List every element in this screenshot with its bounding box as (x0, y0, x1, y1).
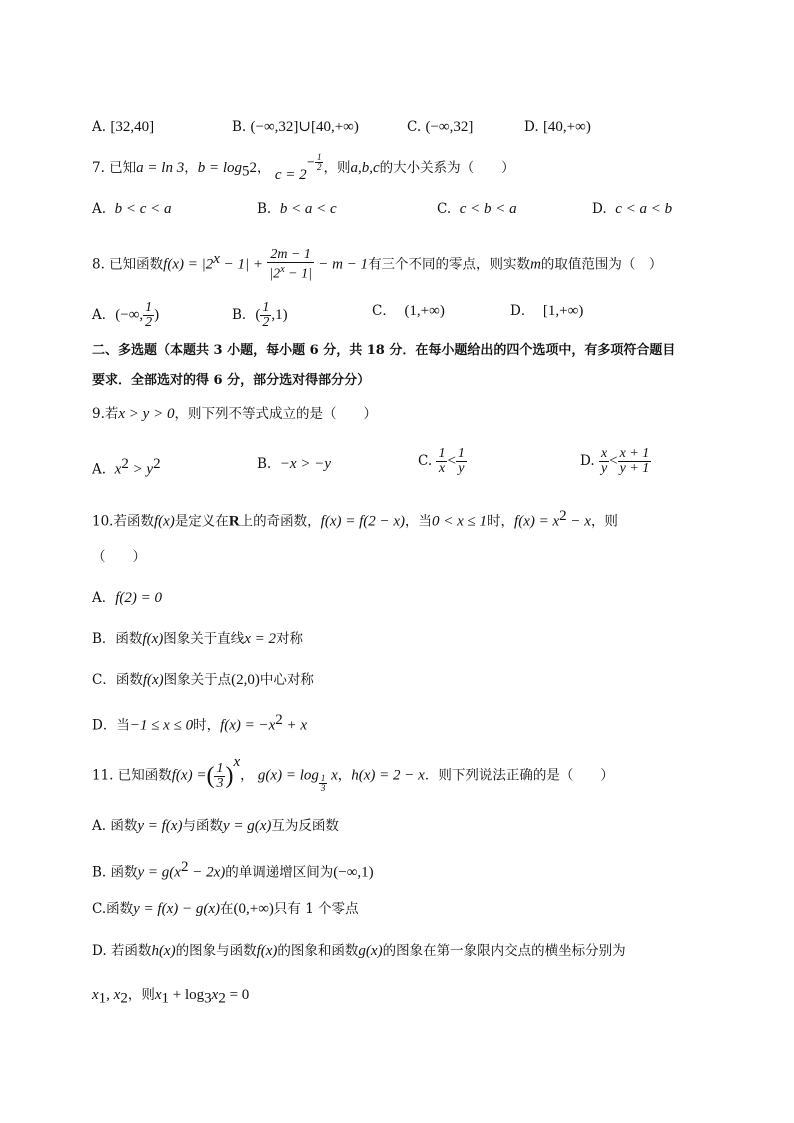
q9-option-b (257, 454, 331, 474)
q8-option-a-den: 2 (145, 315, 153, 330)
q8-option-b-post: ,1) (271, 307, 288, 323)
q7-b-end: 2 (249, 160, 258, 176)
q10-t2: 是定义在 (174, 513, 229, 530)
q11-f-den: 3 (216, 775, 224, 791)
q11-option-b-sup: 2 (180, 859, 189, 875)
q8-option-a-num: 1 (145, 300, 153, 315)
q11-f-pre: f(x) = (171, 767, 207, 784)
q10-option-d-sup: 2 (275, 712, 283, 728)
q11-g-post: x (327, 767, 338, 784)
q7-option-c-label: C. (437, 201, 452, 217)
q6-option-a-text: [32,40] (110, 119, 155, 135)
q10-option-c-f: f(x) (142, 672, 164, 688)
q10-option-b-f: f(x) (142, 631, 164, 647)
q6-option-c-label: C. (407, 119, 422, 135)
q8-option-d-text: [1,+∞) (542, 303, 584, 319)
q7-option-d-text: c < a < b (615, 201, 673, 217)
q11-stem (92, 754, 614, 793)
q10-option-a (92, 588, 162, 608)
q10-eq2b: − x (566, 513, 591, 530)
q11-option-b (92, 857, 374, 883)
q8-option-b-pre: ( (255, 307, 261, 323)
q8-frac-den-a: |2 (269, 266, 281, 282)
q7-option-b (257, 199, 337, 219)
q7-c-exp-frac (315, 153, 324, 172)
q11-d-log-sub: 3 (204, 990, 212, 1007)
q7-option-a-text: b < c < a (114, 201, 172, 217)
q10-option-a-label: A． (92, 590, 116, 606)
q11-option-c-end: 只有 1 个零点 (273, 901, 359, 917)
q8-fx: f(x) = |2 (163, 256, 214, 273)
q10-t1: 10.若函数 (92, 513, 154, 530)
q8-stem (92, 248, 662, 282)
q11-h-eq: h(x) = 2 − x (351, 767, 425, 784)
q8-var-m: m (530, 256, 541, 273)
q9-option-b-text: −x > −y (279, 456, 331, 472)
q11-tail: ．则下列说法正确的是（ ） (424, 767, 614, 784)
q7-c-exp-den: 2 (316, 162, 322, 172)
q11-option-d-f: f(x) (256, 943, 278, 959)
q11-f-frac (214, 762, 225, 791)
q8-fraction (267, 248, 314, 282)
q11-option-d (92, 941, 626, 961)
q9-option-a-t2: > y (128, 461, 154, 478)
q8-frac-den-b: − 1| (284, 266, 312, 282)
q9-option-a-label: A. (92, 461, 107, 478)
q8-tail-text2: 的取值范围为（ ） (540, 256, 663, 273)
q11-g-sub-frac (319, 774, 328, 793)
q11-d-x1b-sub: 1 (161, 990, 170, 1007)
q7-tail-post: 的大小关系为（ ） (379, 160, 515, 176)
q11-option-c-e: y = f(x) − g(x) (133, 901, 221, 917)
q7-option-c (437, 199, 517, 219)
q9-tail: ，则下列不等式成立的是（ ） (174, 406, 377, 422)
q10-option-d-mid: 时， (193, 717, 221, 734)
q7-b-expr: b = log (197, 160, 243, 176)
q10-f1: f(x) (153, 513, 175, 530)
q8-frac-den (267, 263, 314, 282)
q8-option-a-post: ) (154, 307, 160, 323)
q7-a-expr: a = ln 3 (136, 160, 185, 176)
q11-sep2: ， (337, 767, 352, 784)
q8-frac-den-sup: x (280, 264, 285, 275)
q6-option-b (232, 117, 359, 137)
q10-option-c-mid: 图象关于点 (163, 672, 232, 688)
q11-option-c-mid: 在 (220, 901, 234, 917)
q11-d-eq0: = 0 (225, 987, 250, 1003)
q10-stem-line2: （ ） (92, 549, 146, 565)
q7-tail-pre: ，则 (323, 160, 351, 176)
q8-option-a-pre: (−∞, (115, 307, 144, 323)
q10-option-b-pre: B．函数 (92, 631, 143, 647)
q9-option-c-d2: y (458, 461, 465, 476)
q11-sep1: ， (240, 767, 254, 784)
q11-option-d-g: g(x) (358, 943, 383, 959)
q7-option-d-label: D. (592, 201, 607, 217)
q9-option-d-op: < (609, 453, 618, 469)
q9-option-c (418, 447, 467, 476)
q9-number: 9.若 (92, 406, 119, 422)
q11-d-x2b: x (211, 987, 219, 1003)
q10-t3: 上的奇函数， (239, 513, 321, 530)
q8-frac-num: 2m − 1 (267, 248, 314, 263)
q11-d-x1: x (92, 987, 99, 1003)
q8-number: 8. 已知函数 (92, 256, 164, 273)
q8-option-a-frac (143, 301, 154, 330)
q10-option-d-cond: −1 ≤ x ≤ 0 (129, 717, 194, 734)
q11-option-a-e2: y = g(x) (222, 818, 272, 834)
q11-option-c (92, 899, 359, 919)
q7-option-b-text: b < a < c (279, 201, 337, 217)
q11-rparen: ) (225, 763, 234, 789)
q9-option-c-n1: 1 (438, 446, 446, 461)
q8-option-d (510, 301, 583, 321)
q10-option-d-eq2: + x (282, 717, 308, 734)
q11-lparen: ( (206, 763, 215, 789)
q11-option-a (92, 816, 339, 836)
q11-option-a-e1: y = f(x) (137, 818, 183, 834)
q9-option-d-n1: x (600, 446, 608, 461)
q8-option-b-den: 2 (262, 315, 270, 330)
q11-option-d-line2 (92, 985, 249, 1009)
q7-b-sub: 5 (242, 163, 250, 180)
q9-option-c-n2: 1 (457, 446, 465, 461)
q10-t6: ，则 (590, 513, 618, 530)
q8-option-a (92, 301, 159, 330)
q11-option-d-h: h(x) (151, 943, 176, 959)
q10-cond: 0 < x ≤ 1 (432, 513, 488, 530)
q7-number: 7. 已知 (92, 160, 137, 176)
q7-stem (92, 152, 515, 183)
q7-sep1: ， (184, 160, 198, 176)
q9-stem (92, 404, 377, 424)
q9-option-a (92, 454, 161, 480)
q6-option-b-label: B. (232, 119, 247, 135)
q10-eq1: f(x) = f(2 − x) (320, 513, 406, 530)
q10-option-b (92, 629, 303, 649)
q10-t4: ，当 (405, 513, 433, 530)
q9-option-c-d1: x (438, 461, 446, 476)
q11-number: 11. 已知函数 (92, 767, 172, 784)
q7-c-expr-wrap (274, 152, 324, 183)
q11-option-b-e2: − 2x) (188, 864, 226, 881)
q6-option-a (92, 117, 154, 137)
q7-option-a-label: A. (92, 201, 107, 217)
q11-option-d-pre: D. 若函数 (92, 943, 152, 959)
q7-option-b-label: B. (257, 201, 272, 217)
q8-option-c-label: C． (372, 303, 396, 319)
q10-option-c-pt: (2,0) (231, 672, 260, 688)
q6-option-d (524, 117, 591, 137)
q6-option-b-text: (−∞,32]∪[40,+∞) (250, 119, 359, 135)
q6-option-d-label: D. (524, 119, 539, 135)
q8-option-c (372, 301, 445, 321)
q11-option-d-t2: 的图象和函数 (277, 943, 359, 959)
q9-option-b-label: B. (257, 456, 272, 472)
q10-option-d-eq: f(x) = −x (220, 717, 276, 734)
q10-option-b-eq: x = 2 (244, 631, 277, 647)
q6-option-a-label: A. (92, 119, 107, 135)
q8-fx2: − 1| + (219, 256, 264, 273)
q7-tail-vars: a,b,c (350, 160, 380, 176)
q8-option-d-label: D． (510, 303, 535, 319)
q11-d-x2: , x (106, 987, 121, 1003)
q9-option-d (580, 447, 651, 476)
q10-option-d (92, 710, 307, 736)
q9-option-d-n2: x + 1 (619, 446, 650, 461)
q7-c-exponent (306, 152, 324, 172)
q6-option-c (407, 117, 473, 137)
q9-option-d-label: D. (580, 453, 595, 469)
q10-eq2-sup: 2 (559, 508, 567, 524)
q10-stem (92, 506, 618, 532)
q11-d-x1-sub: 1 (98, 990, 107, 1007)
q8-option-c-text: (1,+∞) (404, 303, 445, 319)
q9-cond: x > y > 0 (118, 406, 175, 422)
q10-eq2: f(x) = x (514, 513, 560, 530)
q10-option-c-end: 中心对称 (259, 672, 314, 688)
q10-option-a-text: f(2) = 0 (115, 590, 163, 606)
q9-option-c-frac1 (436, 447, 447, 476)
q11-option-c-int: (0,+∞) (233, 901, 274, 917)
q7-option-c-text: c < b < a (459, 201, 517, 217)
q11-option-b-e1: y = g(x (137, 864, 181, 881)
q9-option-d-frac1 (599, 447, 609, 476)
q10-option-c-pre: C．函数 (92, 672, 143, 688)
q11-d-x2-sub: 2 (120, 990, 128, 1007)
q9-option-a-sup2: 2 (153, 456, 161, 472)
q11-f-sup: x (233, 754, 241, 770)
q7-c-expr: c = 2 (274, 167, 307, 183)
q11-option-a-mid: 与函数 (182, 818, 223, 834)
q8-option-b-num: 1 (262, 300, 270, 315)
q11-f-num: 1 (216, 760, 224, 776)
q11-d-x1b: x (154, 987, 162, 1003)
q8-tail-expr: − m − 1 (318, 256, 369, 273)
q6-option-c-text: (−∞,32] (425, 119, 474, 135)
q8-option-b-label: B． (232, 307, 256, 323)
q11-option-b-mid: 的单调递增区间为 (225, 864, 334, 881)
q11-d-log: + log (169, 987, 205, 1003)
q7-c-exp-num: 1 (316, 152, 322, 162)
q11-g-sub-den: 3 (320, 782, 326, 793)
q11-option-d-t1: 的图象与函数 (175, 943, 257, 959)
q8-tail-text: 有三个不同的零点，则实数 (368, 256, 531, 273)
q7-sep2: ， (257, 160, 271, 176)
q8-option-b-frac (260, 301, 271, 330)
q11-option-c-pre: C.函数 (92, 901, 134, 917)
q9-option-d-d1: y (600, 461, 608, 476)
q11-option-d-t3: 的图象在第一象限内交点的横坐标分别为 (382, 943, 626, 959)
q11-option-b-int: (−∞,1) (333, 864, 374, 881)
q9-option-a-sup1: 2 (121, 456, 129, 472)
q10-option-b-mid: 图象关于直线 (163, 631, 245, 647)
q8-option-a-label: A． (92, 307, 116, 323)
q9-option-c-frac2 (456, 447, 467, 476)
q10-t5: 时， (487, 513, 515, 530)
q11-option-b-pre: B. 函数 (92, 864, 138, 881)
q11-option-a-end: 互为反函数 (271, 818, 339, 834)
q10-option-c (92, 670, 314, 690)
q7-c-exp-sign: − (306, 157, 315, 168)
q11-option-a-pre: A. 函数 (92, 818, 138, 834)
q9-option-c-op: < (447, 453, 456, 469)
section2-heading-line1: 二、多选题（本题共 3 小题，每小题 6 分，共 18 分．在每小题给出的四个选项中，有多项符合题目 (92, 343, 676, 358)
q7-option-a (92, 199, 172, 219)
q11-g-pre: g(x) = log (257, 767, 319, 784)
section2-heading-line2: 要求．全部选对的得 6 分，部分选对得部分分） (92, 373, 371, 388)
q9-option-d-d2: y + 1 (619, 461, 650, 476)
q10-option-b-end: 对称 (276, 631, 304, 647)
q9-option-c-label: C. (418, 453, 433, 469)
q7-option-d (592, 199, 672, 219)
q9-option-a-t1: x (114, 461, 122, 478)
q8-sup-x: x (213, 250, 220, 267)
q11-g-sub-num: 1 (320, 772, 326, 783)
q10-R: R (228, 513, 240, 530)
q11-d-then: ，则 (127, 987, 155, 1003)
q10-option-d-pre: D．当 (92, 717, 130, 734)
q11-d-x2b-sub: 2 (218, 990, 226, 1007)
q8-option-b (232, 301, 288, 330)
q6-option-d-text: [40,+∞) (542, 119, 591, 135)
q9-option-d-frac2 (618, 447, 652, 476)
